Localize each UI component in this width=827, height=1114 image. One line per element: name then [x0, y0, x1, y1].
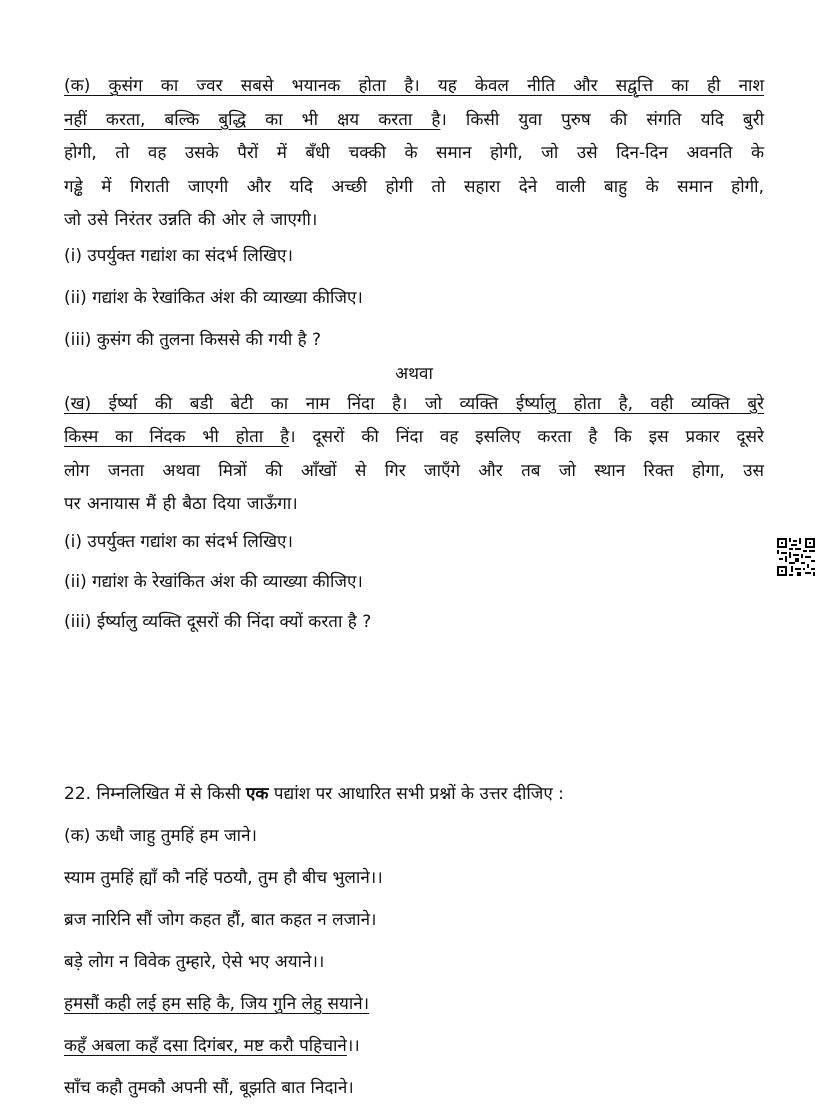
verse-ka-line-6-tail: ।।: [346, 1036, 360, 1056]
passage-ka-line-2: [64, 104, 764, 138]
verse-ka-line-1: (क) ऊधौ जाहु तुमहिं हम जाने।: [64, 826, 257, 846]
question-kha-2: (ii) गद्यांश के रेखांकित अंश की व्याख्या कीजिए।: [64, 571, 363, 592]
passage-kha-line-3: लोग जनता अथवा मित्रों की आँखों से गिर जाएँगे और तब जो स्थान रिक्त होगा, उस: [64, 460, 764, 481]
passage-ka-line-4: गड्ढे में गिराती जाएगी और यदि अच्छी होगी तो सहारा देने वाली बाहु के समान होगी,: [64, 176, 764, 197]
verse-ka-line-6-underlined: कहँ अबला कहँ दसा दिगंबर, मष्ट करौ पहिचाने: [64, 1036, 347, 1056]
question-22-bold-word: एक: [246, 784, 269, 804]
verse-ka-line-4: बड़े लोग न विवेक तुम्हारे, ऐसे भए अयाने।।: [64, 952, 325, 972]
question-ka-1: (i) उपर्युक्त गद्यांश का संदर्भ लिखिए।: [64, 245, 293, 266]
question-ka-2: (ii) गद्यांश के रेखांकित अंश की व्याख्या कीजिए।: [64, 287, 363, 308]
qr-code-icon: [777, 538, 815, 576]
passage-kha-line-2: [64, 421, 764, 455]
athva-separator: अथवा: [395, 363, 433, 384]
verse-ka-line-6: [64, 1036, 360, 1056]
passage-ka-line-2-rest: । किसी युवा पुरुष की संगति यदि बुरी: [440, 109, 764, 130]
passage-ka-line-5: जो उसे निरंतर उन्नति की ओर ले जाएगी।: [64, 210, 318, 230]
passage-ka-line-3: होगी, तो वह उसके पैरों में बँधी चक्की के समान होगी, जो उसे दिन-दिन अवनति के: [64, 143, 764, 163]
question-kha-1: (i) उपर्युक्त गद्यांश का संदर्भ लिखिए।: [64, 531, 293, 552]
passage-kha: [64, 388, 764, 522]
verse-ka-line-2: स्याम तुमहिं ह्याँ कौ नहिं पठयौ, तुम हौ बीच भुलाने।।: [64, 868, 383, 888]
passage-kha-line-2-underlined: किस्म का निंदक भी होता है: [64, 427, 290, 447]
passage-kha-line-4: पर अनायास मैं ही बैठा दिया जाऊँगा।: [64, 494, 298, 514]
question-22-heading: [64, 784, 764, 804]
passage-kha-line-1: (ख) ईर्ष्या की बडी बेटी का नाम निंदा है। जो व्यक्ति ईर्ष्यालु होता है, वही व्यक्ति बुरे: [64, 393, 764, 414]
verse-ka-line-3: ब्रज नारिनि सौं जोग कहत हौं, बात कहत न लजाने।: [64, 910, 377, 930]
passage-ka-line-2-underlined: नहीं करता, बल्कि बुद्धि का भी क्षय करता है: [64, 109, 441, 130]
question-ka-3: (iii) कुसंग की तुलना किससे की गयी है ?: [64, 329, 322, 350]
question-22-suffix: पद्यांश पर आधारित सभी प्रश्नों के उत्तर दीजिए :: [268, 784, 564, 804]
passage-ka-line-1: (क) कुसंग का ज्वर सबसे भयानक होता है। यह केवल नीति और सद्वृत्ति का ही नाश: [64, 76, 764, 96]
passage-ka: [64, 70, 764, 238]
verse-ka-line-5: हमसौं कही लई हम सहि कै, जिय गुनि लेहु सयाने।: [64, 994, 370, 1014]
question-22-prefix: 22. निम्नलिखित में से किसी: [64, 784, 246, 804]
question-paper-page: [64, 70, 764, 1098]
question-kha-3: (iii) ईर्ष्यालु व्यक्ति दूसरों की निंदा क्यों करता है ?: [64, 611, 372, 632]
passage-kha-line-2-rest: । दूसरों की निंदा वह इसलिए करता है कि इस प्रकार दूसरे: [289, 427, 764, 447]
verse-ka-line-7: साँच कहौ तुमकौ अपनी सौं, बूझति बात निदाने।: [64, 1078, 354, 1098]
